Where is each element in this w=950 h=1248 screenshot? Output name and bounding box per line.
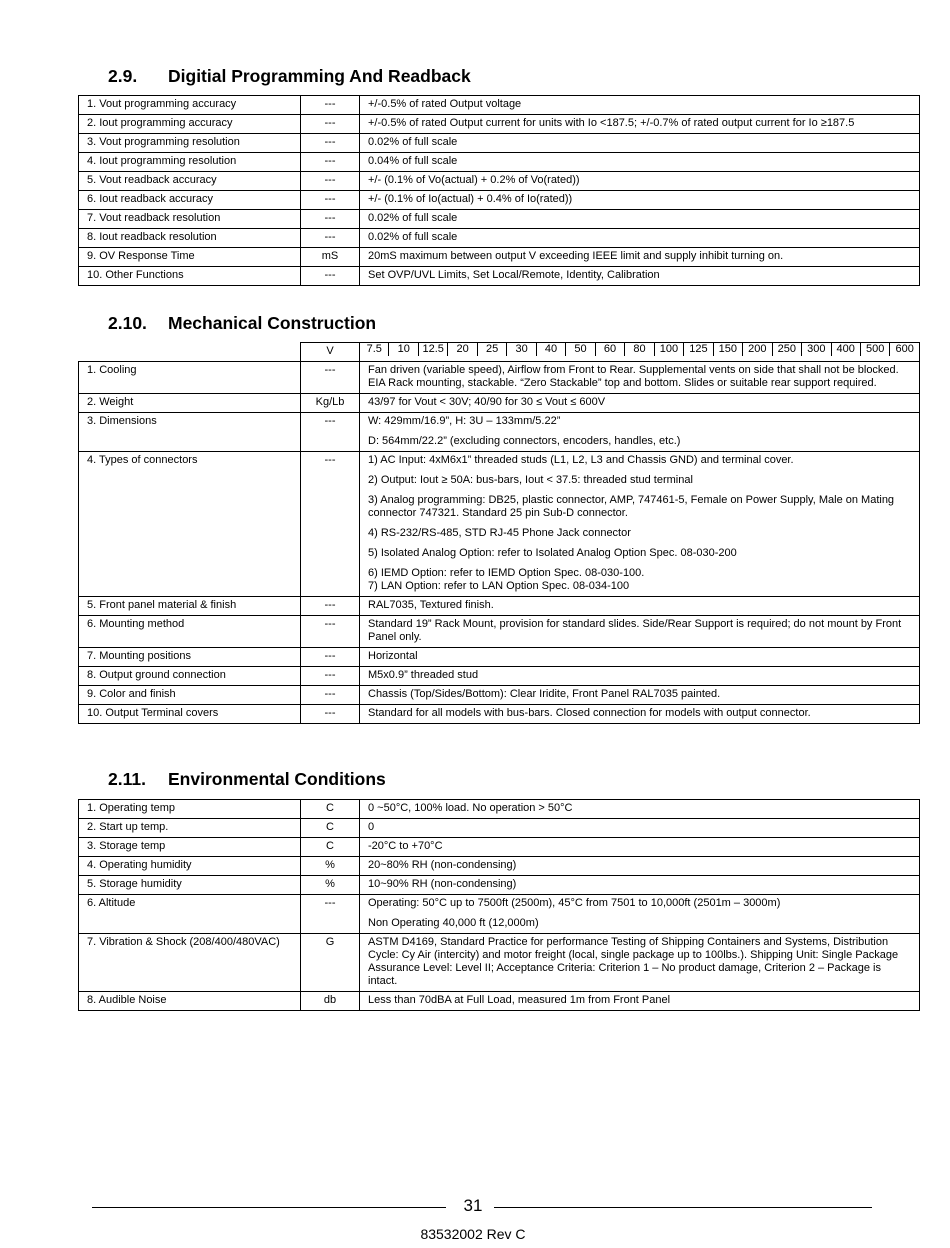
param-cell: 2. Iout programming accuracy bbox=[79, 115, 301, 134]
voltage-value: 12.5 bbox=[418, 343, 447, 356]
table-row bbox=[79, 96, 920, 115]
table-row bbox=[79, 362, 920, 394]
value-line: RAL7035, Textured finish. bbox=[368, 599, 494, 611]
unit-cell: --- bbox=[301, 362, 360, 394]
value-cell bbox=[360, 452, 920, 597]
value-line: 43/97 for Vout < 30V; 40/90 for 30 ≤ Vout ≤ 600V bbox=[368, 396, 606, 408]
voltage-value: 200 bbox=[742, 343, 771, 356]
value-line: Less than 70dBA at Full Load, measured 1m from Front Panel bbox=[368, 994, 671, 1006]
unit-cell: G bbox=[301, 934, 360, 992]
param-cell: 9. Color and finish bbox=[79, 686, 301, 705]
table-row bbox=[79, 876, 920, 895]
param-cell: 8. Output ground connection bbox=[79, 667, 301, 686]
section-title: Digitial Programming And Readback bbox=[168, 66, 471, 86]
param-cell: 4. Types of connectors bbox=[79, 452, 301, 597]
unit-cell: C bbox=[301, 838, 360, 857]
table-row bbox=[79, 413, 920, 452]
param-cell: 1. Operating temp bbox=[79, 800, 301, 819]
param-cell: 4. Operating humidity bbox=[79, 857, 301, 876]
digital-programming-table bbox=[78, 95, 920, 286]
param-cell: 2. Weight bbox=[79, 394, 301, 413]
value-cell bbox=[360, 705, 920, 724]
value-line: ASTM D4169, Standard Practice for performance Testing of Shipping Containers and Systems, Distribution Cycle: Cy Air (intercity) and motor freight (local, single package up to 100lbs.). Shipping Unit: Single Package Assurance Level: Level II; Acceptance Criteria: Criterion 1 – No product damage, Criterion 2 – Package is intact. bbox=[368, 936, 899, 987]
voltage-unit: V bbox=[301, 343, 360, 362]
unit-cell: --- bbox=[301, 686, 360, 705]
unit-cell: % bbox=[301, 857, 360, 876]
value-line: 3) Analog programming: DB25, plastic connector, AMP, 747461-5, Female on Power Supply, Male on Mating connector 747321. Standard 25 pin Sub-D connector. bbox=[368, 494, 895, 519]
value-line: D: 564mm/22.2” (excluding connectors, encoders, handles, etc.) bbox=[368, 435, 681, 447]
unit-cell: --- bbox=[301, 616, 360, 648]
value-line: 0 ~50°C, 100% load. No operation > 50°C bbox=[368, 802, 573, 814]
value-line: Horizontal bbox=[368, 650, 418, 662]
value-cell bbox=[360, 394, 920, 413]
value-cell bbox=[360, 667, 920, 686]
table-row bbox=[79, 248, 920, 267]
footer-rule-right bbox=[494, 1207, 872, 1208]
value-cell bbox=[360, 597, 920, 616]
voltage-value: 150 bbox=[713, 343, 742, 356]
section-number: 2.10. bbox=[108, 313, 147, 333]
voltage-header-row bbox=[79, 343, 920, 362]
param-cell: 7. Mounting positions bbox=[79, 648, 301, 667]
voltage-value: 300 bbox=[801, 343, 830, 356]
value-cell bbox=[360, 413, 920, 452]
voltage-value: 600 bbox=[889, 343, 918, 356]
param-cell: 3. Dimensions bbox=[79, 413, 301, 452]
value-cell bbox=[360, 992, 920, 1011]
param-cell: 6. Mounting method bbox=[79, 616, 301, 648]
section-number: 2.11. bbox=[108, 769, 146, 789]
voltage-value: 80 bbox=[624, 343, 653, 356]
section-number: 2.9. bbox=[108, 66, 138, 86]
section-title: Environmental Conditions bbox=[168, 769, 386, 789]
unit-cell: Kg/Lb bbox=[301, 394, 360, 413]
table-row bbox=[79, 648, 920, 667]
mechanical-construction-table bbox=[78, 342, 920, 724]
table-row bbox=[79, 616, 920, 648]
value-cell bbox=[360, 648, 920, 667]
section-heading-2-10 bbox=[108, 313, 376, 334]
value-cell: +/- (0.1% of Io(actual) + 0.4% of Io(rated)) bbox=[360, 191, 920, 210]
table-row bbox=[79, 153, 920, 172]
param-cell: 8. Audible Noise bbox=[79, 992, 301, 1011]
param-cell: 8. Iout readback resolution bbox=[79, 229, 301, 248]
voltage-value: 60 bbox=[595, 343, 624, 356]
table-row bbox=[79, 394, 920, 413]
value-cell: 0.02% of full scale bbox=[360, 210, 920, 229]
param-cell: 7. Vout readback resolution bbox=[79, 210, 301, 229]
voltage-value: 100 bbox=[654, 343, 683, 356]
unit-cell: % bbox=[301, 876, 360, 895]
value-cell bbox=[360, 616, 920, 648]
footer-rule-left bbox=[92, 1207, 446, 1208]
value-line: 1) AC Input: 4xM6x1” threaded studs (L1, L2, L3 and Chassis GND) and terminal cover. bbox=[368, 454, 794, 466]
param-cell: 2. Start up temp. bbox=[79, 819, 301, 838]
value-line: 4) RS-232/RS-485, STD RJ-45 Phone Jack connector bbox=[368, 527, 631, 539]
table-row bbox=[79, 267, 920, 286]
unit-cell: db bbox=[301, 992, 360, 1011]
table-row bbox=[79, 115, 920, 134]
unit-cell: --- bbox=[301, 172, 360, 191]
voltage-value: 400 bbox=[831, 343, 860, 356]
value-line: Chassis (Top/Sides/Bottom): Clear Iridite, Front Panel RAL7035 painted. bbox=[368, 688, 721, 700]
voltage-list bbox=[360, 343, 919, 356]
param-cell: 5. Vout readback accuracy bbox=[79, 172, 301, 191]
table-row bbox=[79, 134, 920, 153]
table-row bbox=[79, 857, 920, 876]
unit-cell: mS bbox=[301, 248, 360, 267]
param-cell: 3. Storage temp bbox=[79, 838, 301, 857]
table-row bbox=[79, 452, 920, 597]
table-row bbox=[79, 191, 920, 210]
value-cell bbox=[360, 362, 920, 394]
value-line: 10~90% RH (non-condensing) bbox=[368, 878, 517, 890]
unit-cell: --- bbox=[301, 452, 360, 597]
table-row bbox=[79, 705, 920, 724]
value-cell: 0.04% of full scale bbox=[360, 153, 920, 172]
param-cell: 9. OV Response Time bbox=[79, 248, 301, 267]
unit-cell: --- bbox=[301, 267, 360, 286]
value-line: M5x0.9” threaded stud bbox=[368, 669, 479, 681]
value-cell bbox=[360, 934, 920, 992]
value-cell: +/-0.5% of rated Output voltage bbox=[360, 96, 920, 115]
value-line: 20~80% RH (non-condensing) bbox=[368, 859, 517, 871]
value-cell bbox=[360, 819, 920, 838]
value-line: 7) LAN Option: refer to LAN Option Spec. 08-034-100 bbox=[368, 580, 630, 592]
voltage-value: 500 bbox=[860, 343, 889, 356]
param-cell: 7. Vibration & Shock (208/400/480VAC) bbox=[79, 934, 301, 992]
param-cell: 4. Iout programming resolution bbox=[79, 153, 301, 172]
param-cell: 3. Vout programming resolution bbox=[79, 134, 301, 153]
param-cell: 1. Vout programming accuracy bbox=[79, 96, 301, 115]
value-line: Operating: 50°C up to 7500ft (2500m), 45°C from 7501 to 10,000ft (2501m – 3000m) bbox=[368, 897, 781, 909]
param-cell: 5. Front panel material & finish bbox=[79, 597, 301, 616]
unit-cell: --- bbox=[301, 153, 360, 172]
table-row bbox=[79, 992, 920, 1011]
value-cell bbox=[360, 686, 920, 705]
voltage-value: 10 bbox=[388, 343, 417, 356]
value-line: Standard 19” Rack Mount, provision for standard slides. Side/Rear Support is required; do not mount by Front Panel only. bbox=[368, 618, 902, 643]
unit-cell: --- bbox=[301, 96, 360, 115]
value-line: 0 bbox=[368, 821, 375, 833]
value-cell bbox=[360, 895, 920, 934]
value-line: W: 429mm/16.9”, H: 3U – 133mm/5.22” bbox=[368, 415, 561, 427]
unit-cell: --- bbox=[301, 191, 360, 210]
value-cell: 20mS maximum between output V exceeding IEEE limit and supply inhibit turning on. bbox=[360, 248, 920, 267]
section-title: Mechanical Construction bbox=[168, 313, 377, 333]
document-id: 83532002 Rev C bbox=[420, 1226, 526, 1242]
value-cell: +/- (0.1% of Vo(actual) + 0.2% of Vo(rated)) bbox=[360, 172, 920, 191]
table-row bbox=[79, 819, 920, 838]
voltage-value: 25 bbox=[477, 343, 506, 356]
value-line: 6) IEMD Option: refer to IEMD Option Spec. 08-030-100. bbox=[368, 567, 645, 579]
param-cell: 6. Altitude bbox=[79, 895, 301, 934]
unit-cell: --- bbox=[301, 667, 360, 686]
unit-cell: --- bbox=[301, 648, 360, 667]
value-cell: Set OVP/UVL Limits, Set Local/Remote, Identity, Calibration bbox=[360, 267, 920, 286]
voltage-list-cell bbox=[360, 343, 920, 362]
voltage-value: 125 bbox=[683, 343, 712, 356]
value-cell: 0.02% of full scale bbox=[360, 134, 920, 153]
value-line: Fan driven (variable speed), Airflow from Front to Rear. Supplemental vents on side that shall not be blocked. EIA Rack mounting, stackable. “Zero Stackable” top and bottom. Slides or suitable rear support required. bbox=[368, 364, 899, 389]
table-row bbox=[79, 838, 920, 857]
blank-cell bbox=[79, 343, 301, 362]
table-row bbox=[79, 229, 920, 248]
value-cell bbox=[360, 800, 920, 819]
section-heading-2-11 bbox=[108, 769, 386, 790]
unit-cell: C bbox=[301, 819, 360, 838]
unit-cell: --- bbox=[301, 413, 360, 452]
value-line: 2) Output: Iout ≥ 50A: bus-bars, Iout < 37.5: threaded stud terminal bbox=[368, 474, 693, 486]
param-cell: 5. Storage humidity bbox=[79, 876, 301, 895]
voltage-value: 250 bbox=[772, 343, 801, 356]
param-cell: 10. Output Terminal covers bbox=[79, 705, 301, 724]
value-cell bbox=[360, 876, 920, 895]
page-number: 31 bbox=[463, 1196, 483, 1215]
voltage-value: 7.5 bbox=[366, 343, 382, 355]
value-cell: 0.02% of full scale bbox=[360, 229, 920, 248]
unit-cell: --- bbox=[301, 115, 360, 134]
voltage-value: 40 bbox=[536, 343, 565, 356]
table-row bbox=[79, 597, 920, 616]
unit-cell: --- bbox=[301, 895, 360, 934]
param-cell: 10. Other Functions bbox=[79, 267, 301, 286]
value-cell bbox=[360, 857, 920, 876]
table-row bbox=[79, 934, 920, 992]
value-line: 5) Isolated Analog Option: refer to Isolated Analog Option Spec. 08-030-200 bbox=[368, 547, 737, 559]
value-cell bbox=[360, 838, 920, 857]
unit-cell: --- bbox=[301, 705, 360, 724]
unit-cell: --- bbox=[301, 229, 360, 248]
table-row bbox=[79, 686, 920, 705]
param-cell: 6. Iout readback accuracy bbox=[79, 191, 301, 210]
unit-cell: --- bbox=[301, 210, 360, 229]
environmental-conditions-table bbox=[78, 799, 920, 1011]
unit-cell: --- bbox=[301, 597, 360, 616]
unit-cell: --- bbox=[301, 134, 360, 153]
table-row bbox=[79, 172, 920, 191]
table-row bbox=[79, 667, 920, 686]
voltage-value: 20 bbox=[447, 343, 476, 356]
voltage-value: 50 bbox=[565, 343, 594, 356]
value-cell: +/-0.5% of rated Output current for units with Io <187.5; +/-0.7% of rated output current for Io ≥187.5 bbox=[360, 115, 920, 134]
value-line: Non Operating 40,000 ft (12,000m) bbox=[368, 917, 539, 929]
value-line: -20°C to +70°C bbox=[368, 840, 443, 852]
voltage-value: 30 bbox=[506, 343, 535, 356]
param-cell: 1. Cooling bbox=[79, 362, 301, 394]
table-row bbox=[79, 895, 920, 934]
table-row bbox=[79, 800, 920, 819]
section-heading-2-9 bbox=[108, 66, 471, 87]
unit-cell: C bbox=[301, 800, 360, 819]
table-row bbox=[79, 210, 920, 229]
value-line: Standard for all models with bus-bars. Closed connection for models with output connector. bbox=[368, 707, 811, 719]
